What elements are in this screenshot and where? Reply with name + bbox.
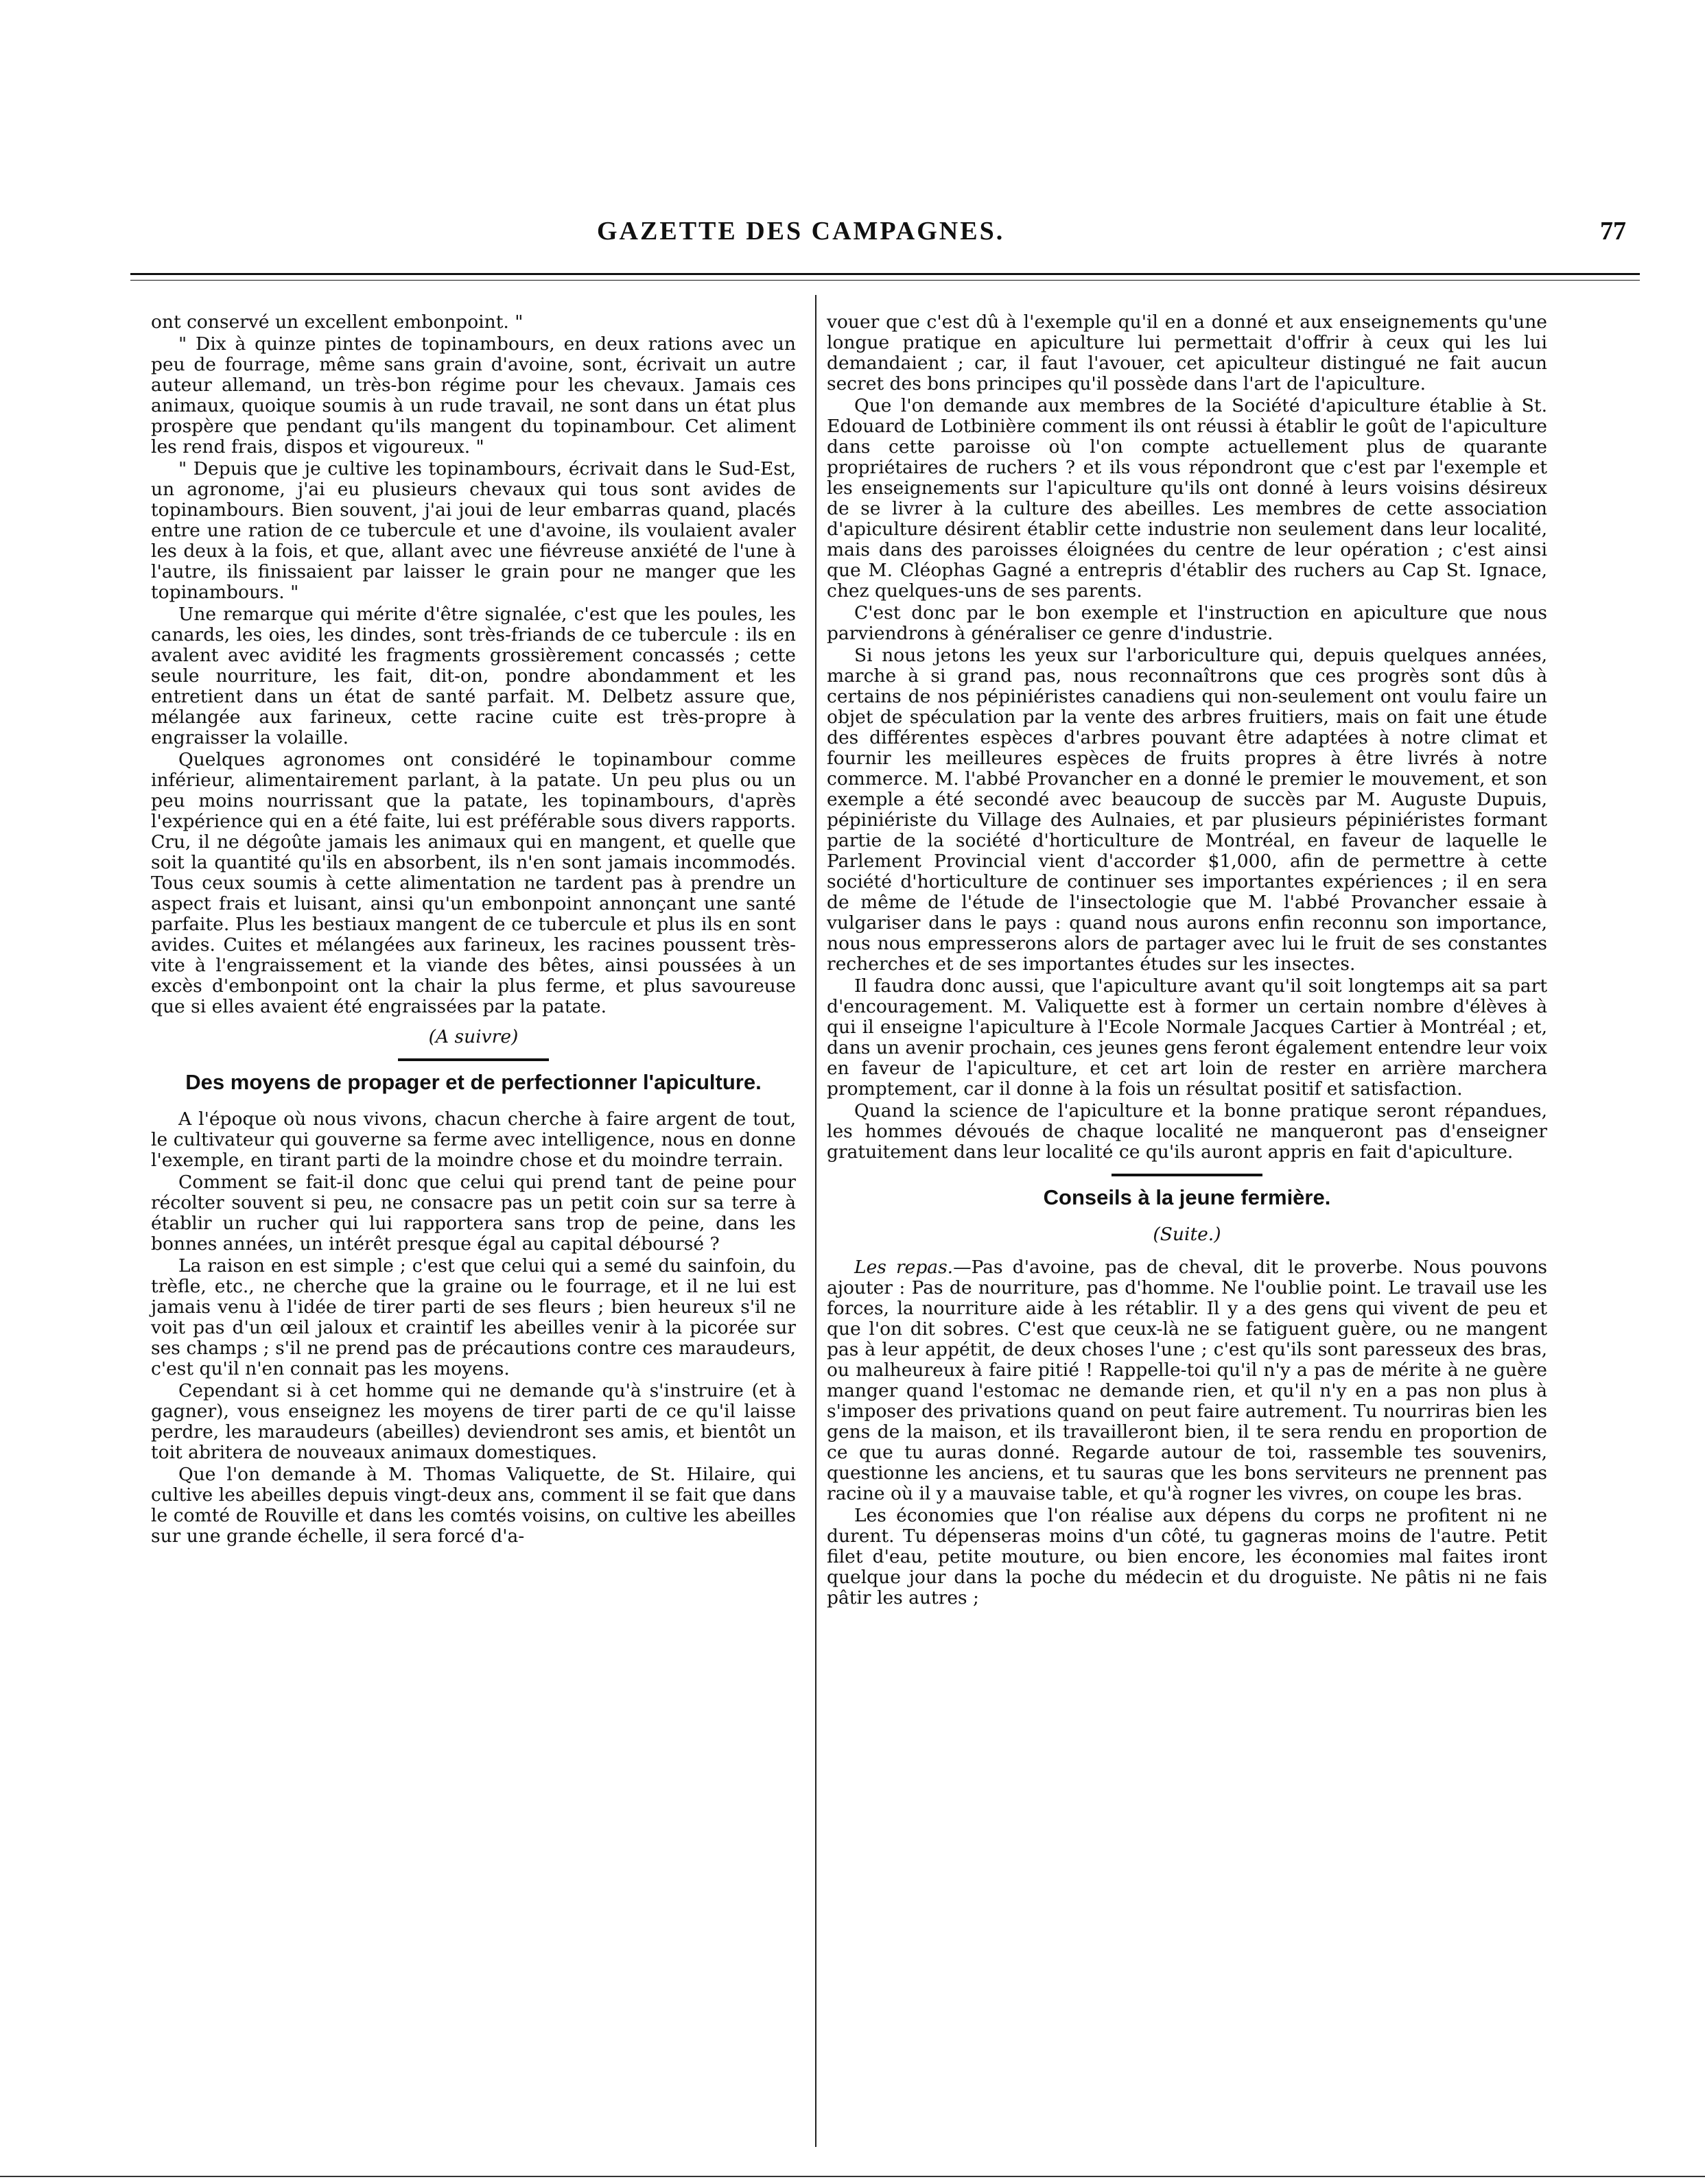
paragraph: Les économies que l'on réalise aux dépens du corps ne profitent ni ne durent. Tu dépenseras moins d'un côté, tu gagneras moins de l'autre. Petit filet d'eau, petite mouture, ou bien encore, les économies mal faites iront quelque jour dans la poche du médecin et du droguiste. Ne pâtis ni ne fais pâtir les autres ; <box>827 1505 1547 1609</box>
paragraph: Si nous jetons les yeux sur l'arboriculture qui, depuis quelques années, marche à si grand pas, nous reconnaîtrons que ces progrès sont dûs à certains de nos pépiniéristes canadiens qui non-seulement ont voulu faire un objet de spéculation par la vente des arbres fruitiers, mais on fait une étude des différentes espèces d'arbres pouvant être adaptées à notre climat et fournir les meilleures espèces de fruits propres à être livrés à notre commerce. M. l'abbé Provancher en a donné le premier le mouvement, et son exemple a été secondé avec beaucoup de succès par M. Auguste Dupuis, pépiniériste du Village des Aulnaies, et par plusieurs pépiniéristes formant partie de la société d'horticulture de Montréal, en faveur de laquelle le Parlement Provincial vient d'accorder $1,000, afin de permettre à cette société d'horticulture de continuer ses importantes expériences ; il en sera de même de l'étude de l'insectologie que M. l'abbé Provancher essaie à vulgariser dans le pays : quand nous aurons enfin reconnu son importance, nous nous empresserons alors de partager avec lui le fruit de ses constantes recherches et de ses importantes études sur les insectes. <box>827 645 1547 975</box>
footer-rule <box>0 2176 1705 2177</box>
paragraph: Quelques agronomes ont considéré le topinambour comme inférieur, alimentairement parlant, à la patate. Un peu plus ou un peu moins nourrissant que la patate, les topinambours, d'après l'expérience qui en a été faite, lui est préférable sous divers rapports. Cru, il ne dégoûte jamais les animaux qui en mangent, et quelle que soit la quantité qu'ils en absorbent, ils n'en sont jamais incommodés. Tous ceux soumis à cette alimentation ne tardent pas à prendre un aspect frais et luisant, ainsi qu'un embonpoint annonçant une santé parfaite. Plus les bestiaux mangent de ce tubercule et plus ils en sont avides. Cuites et mélangées aux farineux, les racines poussent très-vite à l'engraissement et la viande des bêtes, ainsi poussées à un excès d'embonpoint ont la chair la plus ferme, et plus savoureuse que si elles avaient été engraissées par la patate. <box>151 749 796 1017</box>
paragraph: C'est donc par le bon exemple et l'instruction en apiculture que nous parviendrons à généraliser ce genre d'industrie. <box>827 602 1547 644</box>
paragraph: Une remarque qui mérite d'être signalée, c'est que les poules, les canards, les oies, les dindes, sont très-friands de ce tubercule : ils en avalent avec avidité les fragments grossièrement concassés ; cette seule nourriture, les fait, dit-on, pondre abondamment et les entretient dans un état de santé parfait. M. Delbetz assure que, mélangée aux farineux, cette racine cuite est très-propre à engraisser la volaille. <box>151 604 796 748</box>
newspaper-title: GAZETTE DES CAMPAGNES. <box>597 217 1005 246</box>
paragraph: Que l'on demande à M. Thomas Valiquette, de St. Hilaire, qui cultive les abeilles depuis vingt-deux ans, comment il se fait que dans le comté de Rouville et dans les comtés voisins, on cultive les abeilles sur une grande échelle, il sera forcé d'a- <box>151 1464 796 1547</box>
repas-text: —Pas d'avoine, pas de cheval, dit le proverbe. Nous pouvons ajouter : Pas de nourriture, pas d'homme. Ne l'oublie point. Le travail use les forces, la nourriture aide à les rétablir. Il y a des gens qui vivent de peu et que l'on dit sobres. C'est que ceux-là ne se fatiguent guère, ou ne mangent pas à leur appétit, de deux choses l'une ; c'est qu'ils sont paresseux des bras, ou malheureux à faire pitié ! Rappelle-toi qu'il n'y a pas de mérite à ne guère manger quand l'estomac ne demande rien, et qu'il n'y en a pas non plus à s'imposer des privations quand on peut faire autrement. Tu nourriras bien les gens de la maison, et ils travailleront bien, il te sera rendu en proportion de ce que tu auras donné. Regarde autour de toi, rassemble tes souvenirs, questionne les anciens, et tu sauras que les bons serviteurs ne prennent pas racine où il y a mauvaise table, et qu'à rogner les vivres, on coupe les bras. <box>827 1257 1547 1504</box>
a-suivre-note: (A suivre) <box>428 1026 519 1047</box>
paragraph: Que l'on demande aux membres de la Société d'apiculture établie à St. Edouard de Lotbinière comment ils ont réussi à établir le goût de l'apiculture dans cette paroisse où l'on compte actuellement plus de quarante propriétaires de ruchers ? et ils vous répondront que c'est par l'exemple et les enseignements sur l'apiculture qu'ils ont donné à leurs voisins désireux de se livrer à la culture des abeilles. Les membres de cette association d'apiculture désirent établir cette industrie non seulement dans leur localité, mais dans des paroisses éloignées du centre de leur opération ; c'est ainsi que M. Cléophas Gagné a entrepris d'établir des ruchers au Cap St. Ignace, chez quelques-uns de ses parents. <box>827 395 1547 602</box>
paragraph: vouer que c'est dû à l'exemple qu'il en a donné et aux enseignements qu'une longue pratique en apiculture lui permettait d'offrir à ceux qui les lui demandaient ; car, il faut l'avouer, cet apiculteur distingué ne fait aucun secret des bons principes qu'il possède dans l'art de l'apiculture. <box>827 311 1547 394</box>
column-divider <box>815 295 816 2147</box>
article-title-fermiere: Conseils à la jeune fermière. <box>1043 1185 1331 1209</box>
left-column <box>151 312 796 1548</box>
paragraph: " Depuis que je cultive les topinambours, écrivait dans le Sud-Est, un agronome, j'ai eu plusieurs chevaux qui tous sont avides de topinambours. Bien souvent, j'ai joui de leur embarras quand, placés entre une ration de ce tubercule et une d'avoine, ils voulaient avaler les deux à la fois, et que, allant avec une fiévreuse anxiété de l'une à l'autre, ils finissaient par laisser le grain pour ne manger que les topinambours. " <box>151 458 796 603</box>
page-number: 77 <box>1600 217 1626 246</box>
paragraph <box>827 1257 1547 1504</box>
article-title-apiculture: Des moyens de propager et de perfectionner l'apiculture. <box>185 1070 762 1094</box>
repas-lead: Les repas. <box>854 1257 954 1278</box>
header-rule-thin <box>130 280 1640 281</box>
paragraph: La raison en est simple ; c'est que celui qui a semé du sainfoin, du trèfle, etc., ne cherche que la graine ou le fourrage, et il ne lui est jamais venu à l'idée de tirer parti de ses fleurs ; bien heureux s'il ne voit pas d'un œil jaloux et craintif les abeilles venir à la picorée sur ses champs ; s'il ne prend pas de précautions contre ces maraudeurs, c'est qu'il n'en connait pas les moyens. <box>151 1255 796 1379</box>
paragraph: Il faudra donc aussi, que l'apiculture avant qu'il soit longtemps ait sa part d'encouragement. M. Valiquette est à former un certain nombre d'élèves à qui il enseigne l'apiculture à l'Ecole Normale Jacques Cartier à Montréal ; et, dans un avenir prochain, ces jeunes gens feront également entendre leur voix en faveur de l'apiculture, et cet art loin de rester en arrière marchera promptement, car il donne à la fois un résultat positif et satisfaction. <box>827 975 1547 1100</box>
paragraph: A l'époque où nous vivons, chacun cherche à faire argent de tout, le cultivateur qui gouverne sa ferme avec intelligence, nous en donne l'exemple, en tirant parti de la moindre chose et du moindre terrain. <box>151 1108 796 1171</box>
paragraph: Cependant si à cet homme qui ne demande qu'à s'instruire (et à gagner), vous enseignez les moyens de tirer parti de ce qu'il laisse perdre, les maraudeurs (abeilles) deviendront ses amis, et bientôt un toit abritera de nouveaux animaux domestiques. <box>151 1380 796 1463</box>
section-separator <box>398 1058 549 1061</box>
paragraph: Comment se fait-il donc que celui qui prend tant de peine pour récolter souvent si peu, ne consacre pas un petit coin sur sa terre à établir un rucher qui lui rapportera sans trop de peine, dans les bonnes années, un intérêt presque égal au capital déboursé ? <box>151 1172 796 1255</box>
section-separator <box>1112 1174 1262 1176</box>
paragraph: " Dix à quinze pintes de topinambours, en deux rations avec un peu de fourrage, même sans grain d'avoine, sont, écrivait un autre auteur allemand, un très-bon régime pour les chevaux. Jamais ces animaux, quoique soumis à un rude travail, ne sont dans un état plus prospère que pendant qu'ils mangent du topinambour. Cet aliment les rend frais, dispos et vigoureux. " <box>151 333 796 458</box>
page-header <box>151 216 1640 257</box>
article-subtitle: (Suite.) <box>1153 1224 1221 1245</box>
paragraph: ont conservé un excellent embonpoint. " <box>151 311 524 333</box>
header-rule <box>130 273 1640 275</box>
right-column <box>827 312 1547 1610</box>
paragraph: Quand la science de l'apiculture et la bonne pratique seront répandues, les hommes dévoués de chaque localité ne manqueront pas d'enseigner gratuitement dans leur localité ce qu'ils auront appris en fait d'apiculture. <box>827 1100 1547 1163</box>
